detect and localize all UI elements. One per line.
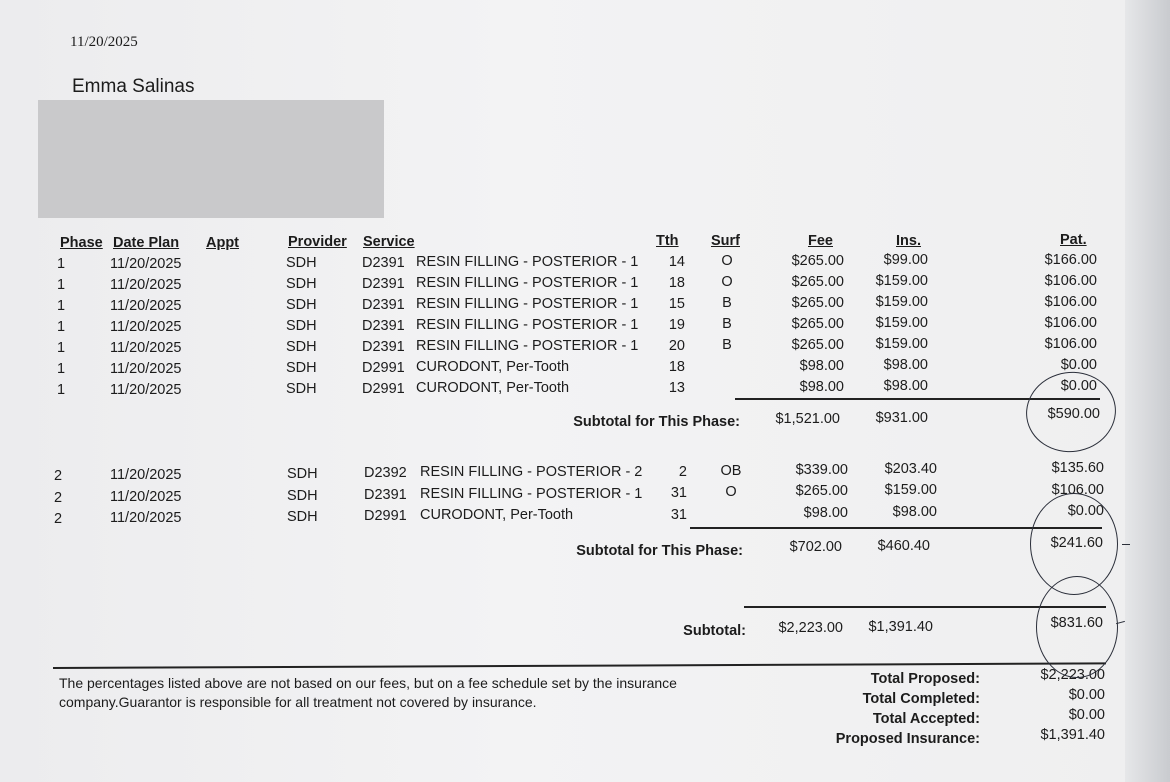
header-fee: Fee xyxy=(808,233,833,249)
cell-surface: OB xyxy=(720,462,742,479)
cell-date: 11/20/2025 xyxy=(110,510,182,527)
cell-phase: 1 xyxy=(57,256,66,272)
cell-description: RESIN FILLING - POSTERIOR - 1 xyxy=(416,296,639,313)
cell-code: D2391 xyxy=(364,486,407,503)
cell-fee: $98.00 xyxy=(799,357,844,374)
total-proposed-value: $2,223.00 xyxy=(1040,667,1105,683)
cell-pat: $166.00 xyxy=(1044,252,1097,268)
cell-description: RESIN FILLING - POSTERIOR - 1 xyxy=(416,254,639,271)
cell-phase: 1 xyxy=(57,277,66,293)
cell-pat: $106.00 xyxy=(1044,273,1097,289)
cell-tooth: 2 xyxy=(678,463,687,480)
cell-ins: $98.00 xyxy=(883,357,928,374)
cell-tooth: 20 xyxy=(668,337,685,354)
cell-pat: $0.00 xyxy=(1060,378,1097,394)
phase-1-subtotal-ins: $931.00 xyxy=(875,410,928,426)
cell-provider: SDH xyxy=(286,360,317,377)
cell-surface: B xyxy=(722,337,732,354)
cell-provider: SDH xyxy=(286,381,317,398)
header-service: Service xyxy=(363,234,415,250)
cell-tooth: 19 xyxy=(668,316,685,333)
print-date: 11/20/2025 xyxy=(70,34,138,50)
header-tooth: Tth xyxy=(656,233,679,249)
cell-code: D2391 xyxy=(362,338,405,355)
phase-1-subtotal-fee: $1,521.00 xyxy=(775,411,840,427)
cell-code: D2392 xyxy=(364,465,407,482)
cell-ins: $159.00 xyxy=(875,294,928,311)
cell-date: 11/20/2025 xyxy=(110,339,182,356)
cell-date: 11/20/2025 xyxy=(110,255,182,272)
cell-phase: 1 xyxy=(57,340,66,356)
cell-code: D2391 xyxy=(362,254,405,271)
cell-pat: $0.00 xyxy=(1060,357,1097,373)
cell-fee: $265.00 xyxy=(791,336,844,353)
total-completed-value: $0.00 xyxy=(1068,687,1105,703)
cell-code: D2391 xyxy=(362,275,405,292)
cell-surface: B xyxy=(722,316,732,333)
cell-provider: SDH xyxy=(286,318,317,335)
cell-description: RESIN FILLING - POSTERIOR - 1 xyxy=(420,485,643,502)
cell-fee: $265.00 xyxy=(791,273,844,290)
cell-description: RESIN FILLING - POSTERIOR - 1 xyxy=(416,338,639,355)
cell-pat: $106.00 xyxy=(1044,294,1097,310)
total-accepted-label: Total Accepted: xyxy=(872,711,980,727)
cell-description: RESIN FILLING - POSTERIOR - 1 xyxy=(416,317,639,334)
paper-edge-shadow xyxy=(1125,0,1170,782)
cell-ins: $159.00 xyxy=(884,482,937,499)
cell-tooth: 15 xyxy=(668,295,685,312)
cell-pat: $106.00 xyxy=(1044,336,1097,352)
cell-provider: SDH xyxy=(286,276,317,293)
proposed-insurance-label: Proposed Insurance: xyxy=(835,731,980,747)
cell-fee: $339.00 xyxy=(795,461,848,478)
cell-date: 11/20/2025 xyxy=(110,360,182,377)
phase-2-subtotal-ins: $460.40 xyxy=(877,538,930,554)
total-proposed-label: Total Proposed: xyxy=(870,671,980,687)
cell-description: RESIN FILLING - POSTERIOR - 2 xyxy=(420,464,643,481)
cell-fee: $98.00 xyxy=(799,378,844,395)
phase-1-subtotal-label: Subtotal for This Phase: xyxy=(573,414,740,430)
cell-pat: $106.00 xyxy=(1051,481,1104,498)
cell-code: D2391 xyxy=(362,317,405,334)
phase-1-subtotal-pat: $590.00 xyxy=(1047,406,1100,422)
cell-ins: $159.00 xyxy=(875,315,928,332)
cell-phase: 2 xyxy=(54,511,63,527)
cell-description: CURODONT, Per-Tooth xyxy=(416,359,570,376)
cell-provider: SDH xyxy=(287,466,318,483)
cell-provider: SDH xyxy=(287,487,318,504)
cell-description: RESIN FILLING - POSTERIOR - 1 xyxy=(416,275,639,292)
cell-phase: 1 xyxy=(57,298,66,314)
phase-2-subtotal-fee: $702.00 xyxy=(789,539,842,555)
patient-name: Emma Salinas xyxy=(72,76,195,97)
pen-tick-mark xyxy=(1122,544,1130,545)
cell-date: 11/20/2025 xyxy=(110,488,182,505)
cell-surface: O xyxy=(721,274,733,291)
cell-tooth: 14 xyxy=(668,253,685,270)
cell-code: D2991 xyxy=(362,380,405,397)
cell-phase: 2 xyxy=(54,489,63,506)
grand-subtotal-ins: $1,391.40 xyxy=(868,619,933,635)
cell-description: CURODONT, Per-Tooth xyxy=(416,380,570,397)
cell-pat: $0.00 xyxy=(1067,503,1104,519)
footnote-line-1: The percentages listed above are not based on our fees, but on a fee schedule set by the insurance xyxy=(59,675,677,691)
cell-fee: $265.00 xyxy=(791,252,844,269)
header-appt: Appt xyxy=(206,235,240,251)
cell-ins: $159.00 xyxy=(875,336,928,353)
cell-tooth: 31 xyxy=(670,506,687,523)
cell-tooth: 18 xyxy=(668,274,685,291)
cell-code: D2991 xyxy=(362,359,405,376)
cell-provider: SDH xyxy=(286,297,317,314)
cell-tooth: 31 xyxy=(670,485,687,502)
header-ins: Ins. xyxy=(896,233,921,249)
cell-date: 11/20/2025 xyxy=(110,467,182,484)
redacted-address-block xyxy=(38,100,384,218)
pen-circle-grand-subtotal xyxy=(1036,576,1118,678)
cell-fee: $265.00 xyxy=(795,483,848,500)
cell-ins: $99.00 xyxy=(883,252,928,269)
cell-pat: $106.00 xyxy=(1044,315,1097,331)
cell-date: 11/20/2025 xyxy=(110,297,182,314)
header-phase: Phase xyxy=(60,235,103,251)
footnote-line-2: company.Guarantor is responsible for all treatment not covered by insurance. xyxy=(59,694,537,710)
grand-subtotal-pat: $831.60 xyxy=(1050,615,1103,631)
cell-surface: B xyxy=(722,295,732,312)
header-surface: Surf xyxy=(711,233,740,249)
cell-provider: SDH xyxy=(286,339,317,356)
cell-ins: $203.40 xyxy=(884,460,937,477)
phase-2-subtotal-pat: $241.60 xyxy=(1050,535,1103,551)
proposed-insurance-value: $1,391.40 xyxy=(1040,727,1105,743)
cell-surface: O xyxy=(725,484,737,501)
cell-phase: 1 xyxy=(57,361,66,377)
cell-tooth: 13 xyxy=(668,379,685,396)
cell-fee: $265.00 xyxy=(791,315,844,332)
grand-subtotal-label: Subtotal: xyxy=(683,623,746,639)
cell-provider: SDH xyxy=(286,255,317,272)
header-date-plan: Date Plan xyxy=(113,235,180,251)
cell-surface: O xyxy=(721,253,733,270)
cell-ins: $98.00 xyxy=(892,503,937,520)
cell-ins: $98.00 xyxy=(883,378,928,395)
cell-provider: SDH xyxy=(287,509,318,526)
grand-subtotal-fee: $2,223.00 xyxy=(778,620,843,636)
header-pat: Pat. xyxy=(1060,232,1087,248)
cell-fee: $265.00 xyxy=(791,294,844,311)
header-provider: Provider xyxy=(288,234,347,250)
cell-ins: $159.00 xyxy=(875,273,928,290)
total-accepted-value: $0.00 xyxy=(1068,707,1105,723)
cell-phase: 2 xyxy=(54,468,63,484)
cell-code: D2991 xyxy=(364,508,407,525)
cell-tooth: 18 xyxy=(668,358,685,375)
total-completed-label: Total Completed: xyxy=(862,691,980,707)
cell-description: CURODONT, Per-Tooth xyxy=(420,507,574,524)
cell-pat: $135.60 xyxy=(1051,460,1104,476)
cell-phase: 1 xyxy=(57,382,66,398)
cell-date: 11/20/2025 xyxy=(110,276,182,293)
cell-fee: $98.00 xyxy=(803,504,848,521)
cell-phase: 1 xyxy=(57,319,66,335)
cell-date: 11/20/2025 xyxy=(110,381,182,398)
cell-date: 11/20/2025 xyxy=(110,318,182,335)
cell-code: D2391 xyxy=(362,296,405,313)
phase-2-subtotal-label: Subtotal for This Phase: xyxy=(576,543,743,559)
